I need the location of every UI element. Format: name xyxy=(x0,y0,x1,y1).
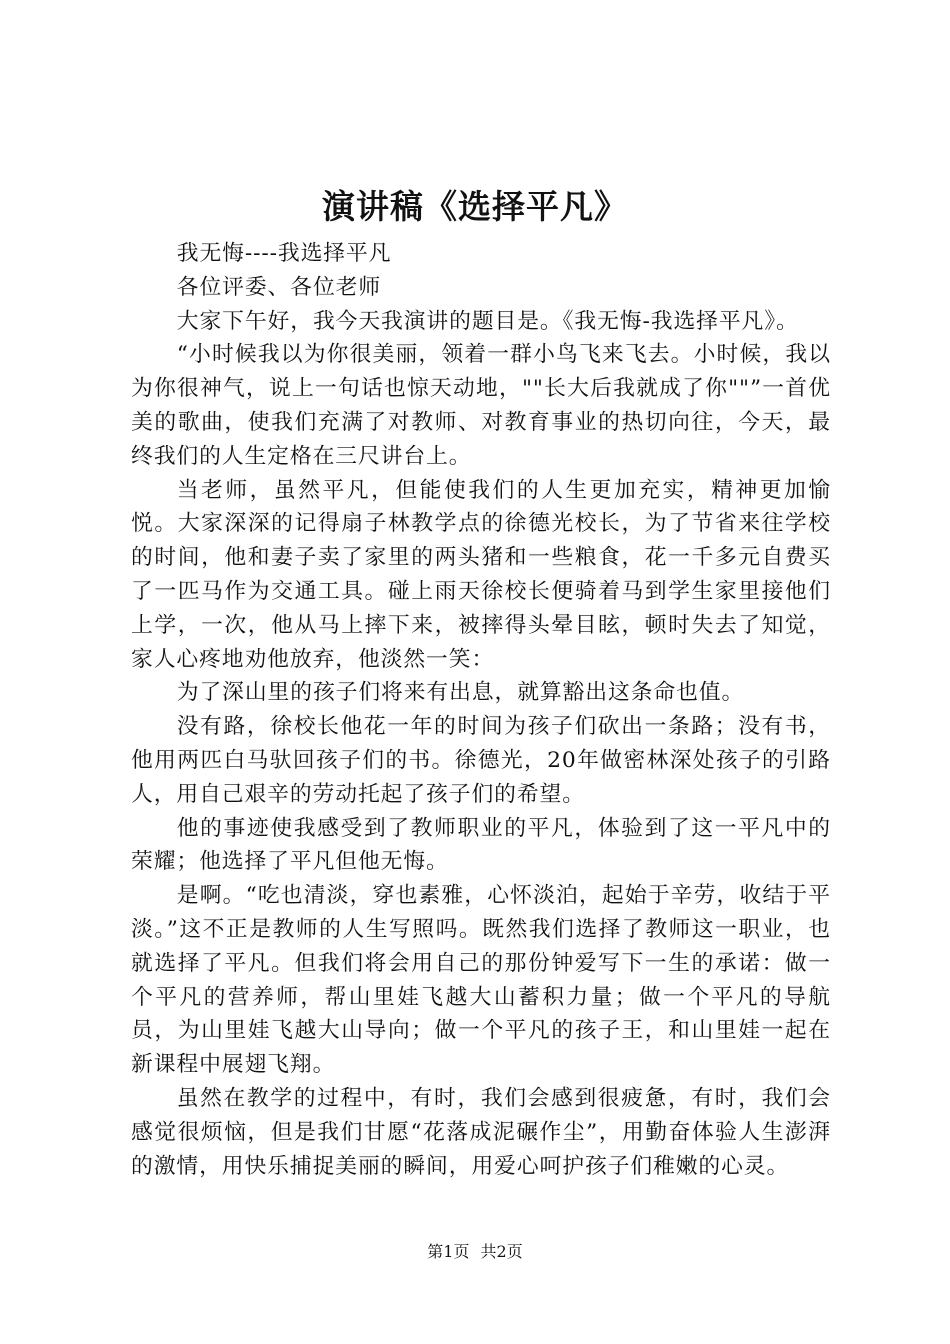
page-footer xyxy=(0,1240,950,1264)
paragraph: 为了深山里的孩子们将来有出息，就算豁出这条命也值。 xyxy=(176,680,745,706)
paragraph-salutation: 各位评委、各位老师 xyxy=(176,274,382,300)
document-title: 演讲稿《选择平凡》 xyxy=(322,187,628,226)
paragraph: 他的事迹使我感受到了教师职业的平凡，体验到了这一平凡中的荣耀；他选择了平凡但他无悔。 xyxy=(131,815,831,875)
document-body xyxy=(131,237,831,1183)
paragraph: “小时候我以为你很美丽，领着一群小鸟飞来飞去。小时候，我以为你很神气，说上一句话也惊天动地，""长大后我就成了你""”一首优美的歌曲，使我们充满了对教师、对教育事业的热切向往，今天，最终我们的人生定格在三尺讲台上。 xyxy=(131,342,831,469)
paragraph: 当老师，虽然平凡，但能使我们的人生更加充实，精神更加愉悦。大家深深的记得扇子林教学点的徐德光校长，为了节省来往学校的时间，他和妻子卖了家里的两头猪和一些粮食，花一千多元自费买了一匹马作为交通工具。碰上雨天徐校长便骑着马到学生家里接他们上学，一次，他从马上摔下来，被摔得头晕目眩，顿时失去了知觉，家人心疼地劝他放弃，他淡然一笑： xyxy=(131,477,831,672)
paragraph: 大家下午好，我今天我演讲的题目是。《我无悔-我选择平凡》。 xyxy=(176,308,799,334)
paragraph: 虽然在教学的过程中，有时，我们会感到很疲惫，有时，我们会感觉很烦恼，但是我们甘愿“花落成泥碾作尘”，用勤奋体验人生澎湃的激情，用快乐捕捉美丽的瞬间，用爱心呵护孩子们稚嫩的心灵。 xyxy=(131,1085,831,1179)
paragraph-subtitle: 我无悔----我选择平凡 xyxy=(176,241,392,266)
page-number: 第1页 xyxy=(427,1242,470,1261)
paragraph: 没有路，徐校长他花一年的时间为孩子们砍出一条路；没有书，他用两匹白马驮回孩子们的书。徐德光，20年做密林深处孩子的引路人，用自己艰辛的劳动托起了孩子们的希望。 xyxy=(131,714,831,807)
page-total: 共2页 xyxy=(480,1242,523,1261)
paragraph: 是啊。“吃也清淡，穿也素雅，心怀淡泊，起始于辛劳，收结于平淡。”这不正是教师的人生写照吗。既然我们选择了教师这一职业，也就选择了平凡。但我们将会用自己的那份钟爱写下一生的承诺：做一个平凡的营养师，帮山里娃飞越大山蓄积力量；做一个平凡的导航员，为山里娃飞越大山导向；做一个平凡的孩子王，和山里娃一起在新课程中展翅飞翔。 xyxy=(131,883,831,1078)
